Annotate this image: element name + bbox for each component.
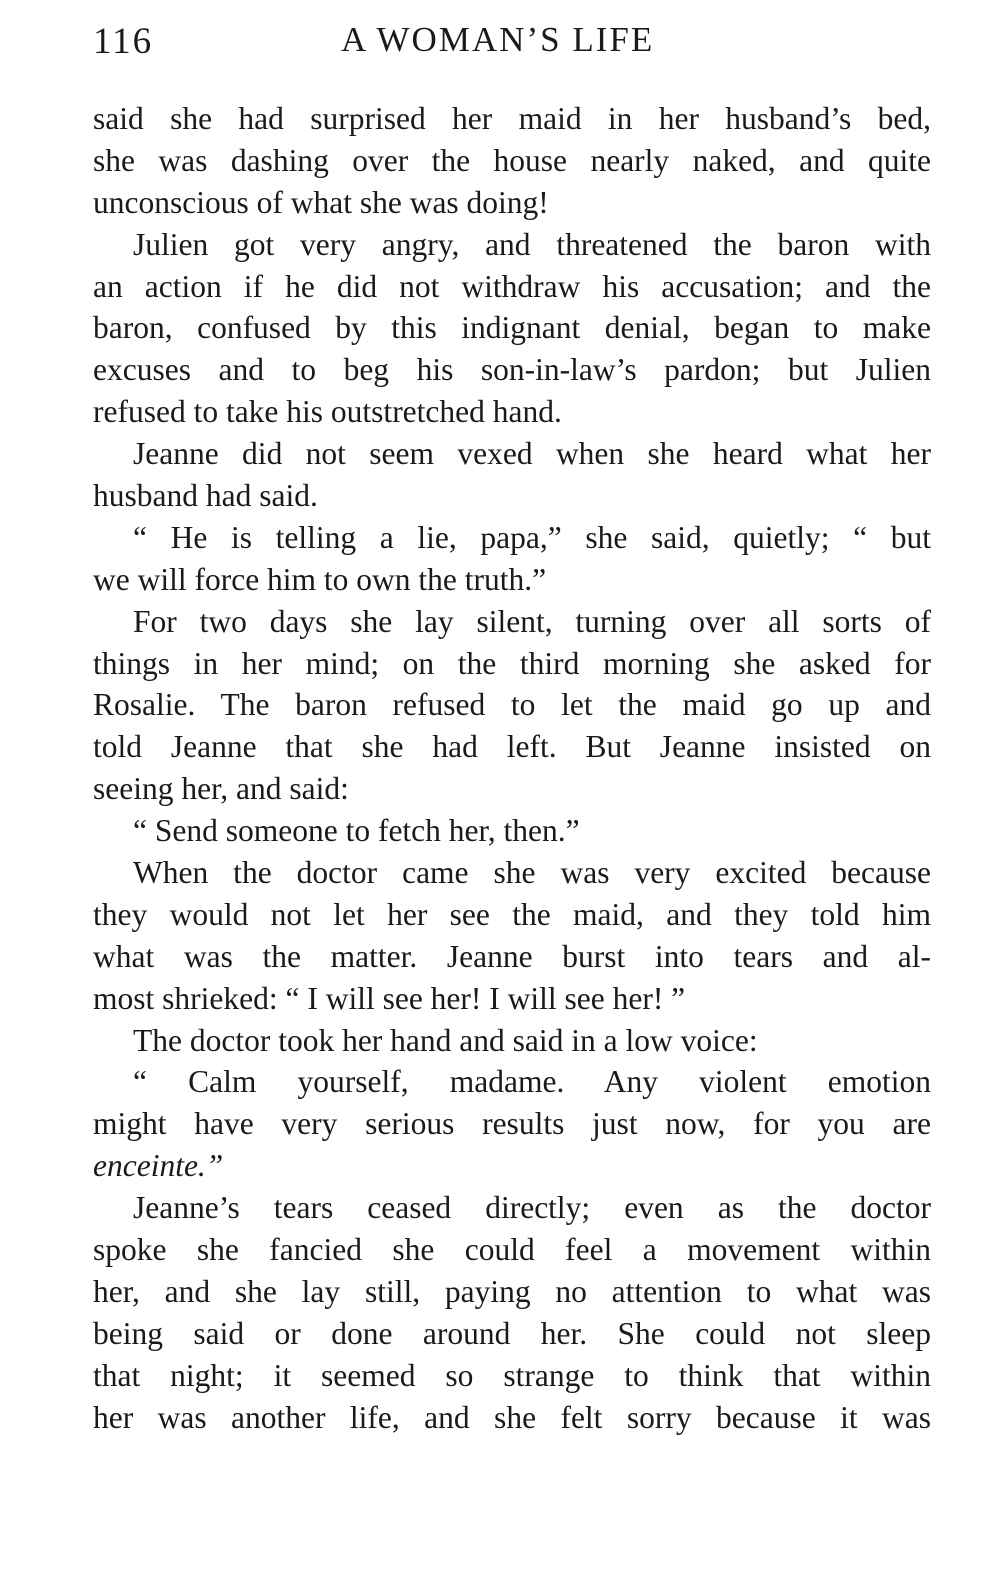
- text-line: unconscious of what she was doing!: [93, 184, 549, 220]
- text-line: might have very serious results just now, for you are: [93, 1106, 931, 1142]
- text-line: spoke she fancied she could feel a movement within: [93, 1232, 931, 1268]
- text-line: being said or done around her. She could not sleep: [93, 1315, 931, 1351]
- text-line: told Jeanne that she had left. But Jeanne insisted on: [93, 729, 931, 765]
- text-line: we will force him to own the truth.”: [93, 561, 547, 597]
- text-line: baron, confused by this indignant denial, began to make: [93, 310, 931, 346]
- text-line: an action if he did not withdraw his accusation; and the: [93, 268, 931, 304]
- page-header: [93, 20, 933, 70]
- text-line: enceinte.”: [93, 1148, 224, 1184]
- text-line: her, and she lay still, paying no attention to what was: [93, 1273, 931, 1309]
- body-text: [93, 98, 931, 1439]
- text-line: The doctor took her hand and said in a low voice:: [133, 1022, 758, 1058]
- text-line: refused to take his outstretched hand.: [93, 394, 562, 430]
- text-line: When the doctor came she was very excited because: [133, 855, 931, 891]
- text-line: they would not let her see the maid, and they told him: [93, 896, 931, 932]
- text-line: most shrieked: “ I will see her! I will see her! ”: [93, 980, 686, 1016]
- text-line: excuses and to beg his son-in-law’s pardon; but Julien: [93, 352, 931, 388]
- text-line: “ Calm yourself, madame. Any violent emotion: [133, 1064, 931, 1100]
- text-line: what was the matter. Jeanne burst into tears and al-: [93, 938, 931, 974]
- page-number: 116: [93, 21, 154, 62]
- text-line: “ He is telling a lie, papa,” she said, quietly; “ but: [133, 519, 931, 555]
- text-line: she was dashing over the house nearly naked, and quite: [93, 142, 931, 178]
- text-line: said she had surprised her maid in her husband’s bed,: [93, 101, 931, 136]
- text-line: seeing her, and said:: [93, 771, 349, 807]
- text-line: that night; it seemed so strange to think that within: [93, 1357, 931, 1393]
- running-title: A WOMAN’S LIFE: [341, 20, 655, 59]
- text-line: Jeanne did not seem vexed when she heard what her: [133, 436, 931, 472]
- text-line: “ Send someone to fetch her, then.”: [133, 813, 580, 849]
- text-line: her was another life, and she felt sorry because it was: [93, 1399, 931, 1435]
- text-line: things in her mind; on the third morning she asked for: [93, 645, 931, 681]
- text-line: husband had said.: [93, 478, 318, 514]
- text-line: Julien got very angry, and threatened the baron with: [133, 226, 931, 262]
- text-line: For two days she lay silent, turning over all sorts of: [133, 603, 931, 639]
- text-line: Rosalie. The baron refused to let the maid go up and: [93, 687, 931, 723]
- text-line: Jeanne’s tears ceased directly; even as the doctor: [133, 1190, 931, 1226]
